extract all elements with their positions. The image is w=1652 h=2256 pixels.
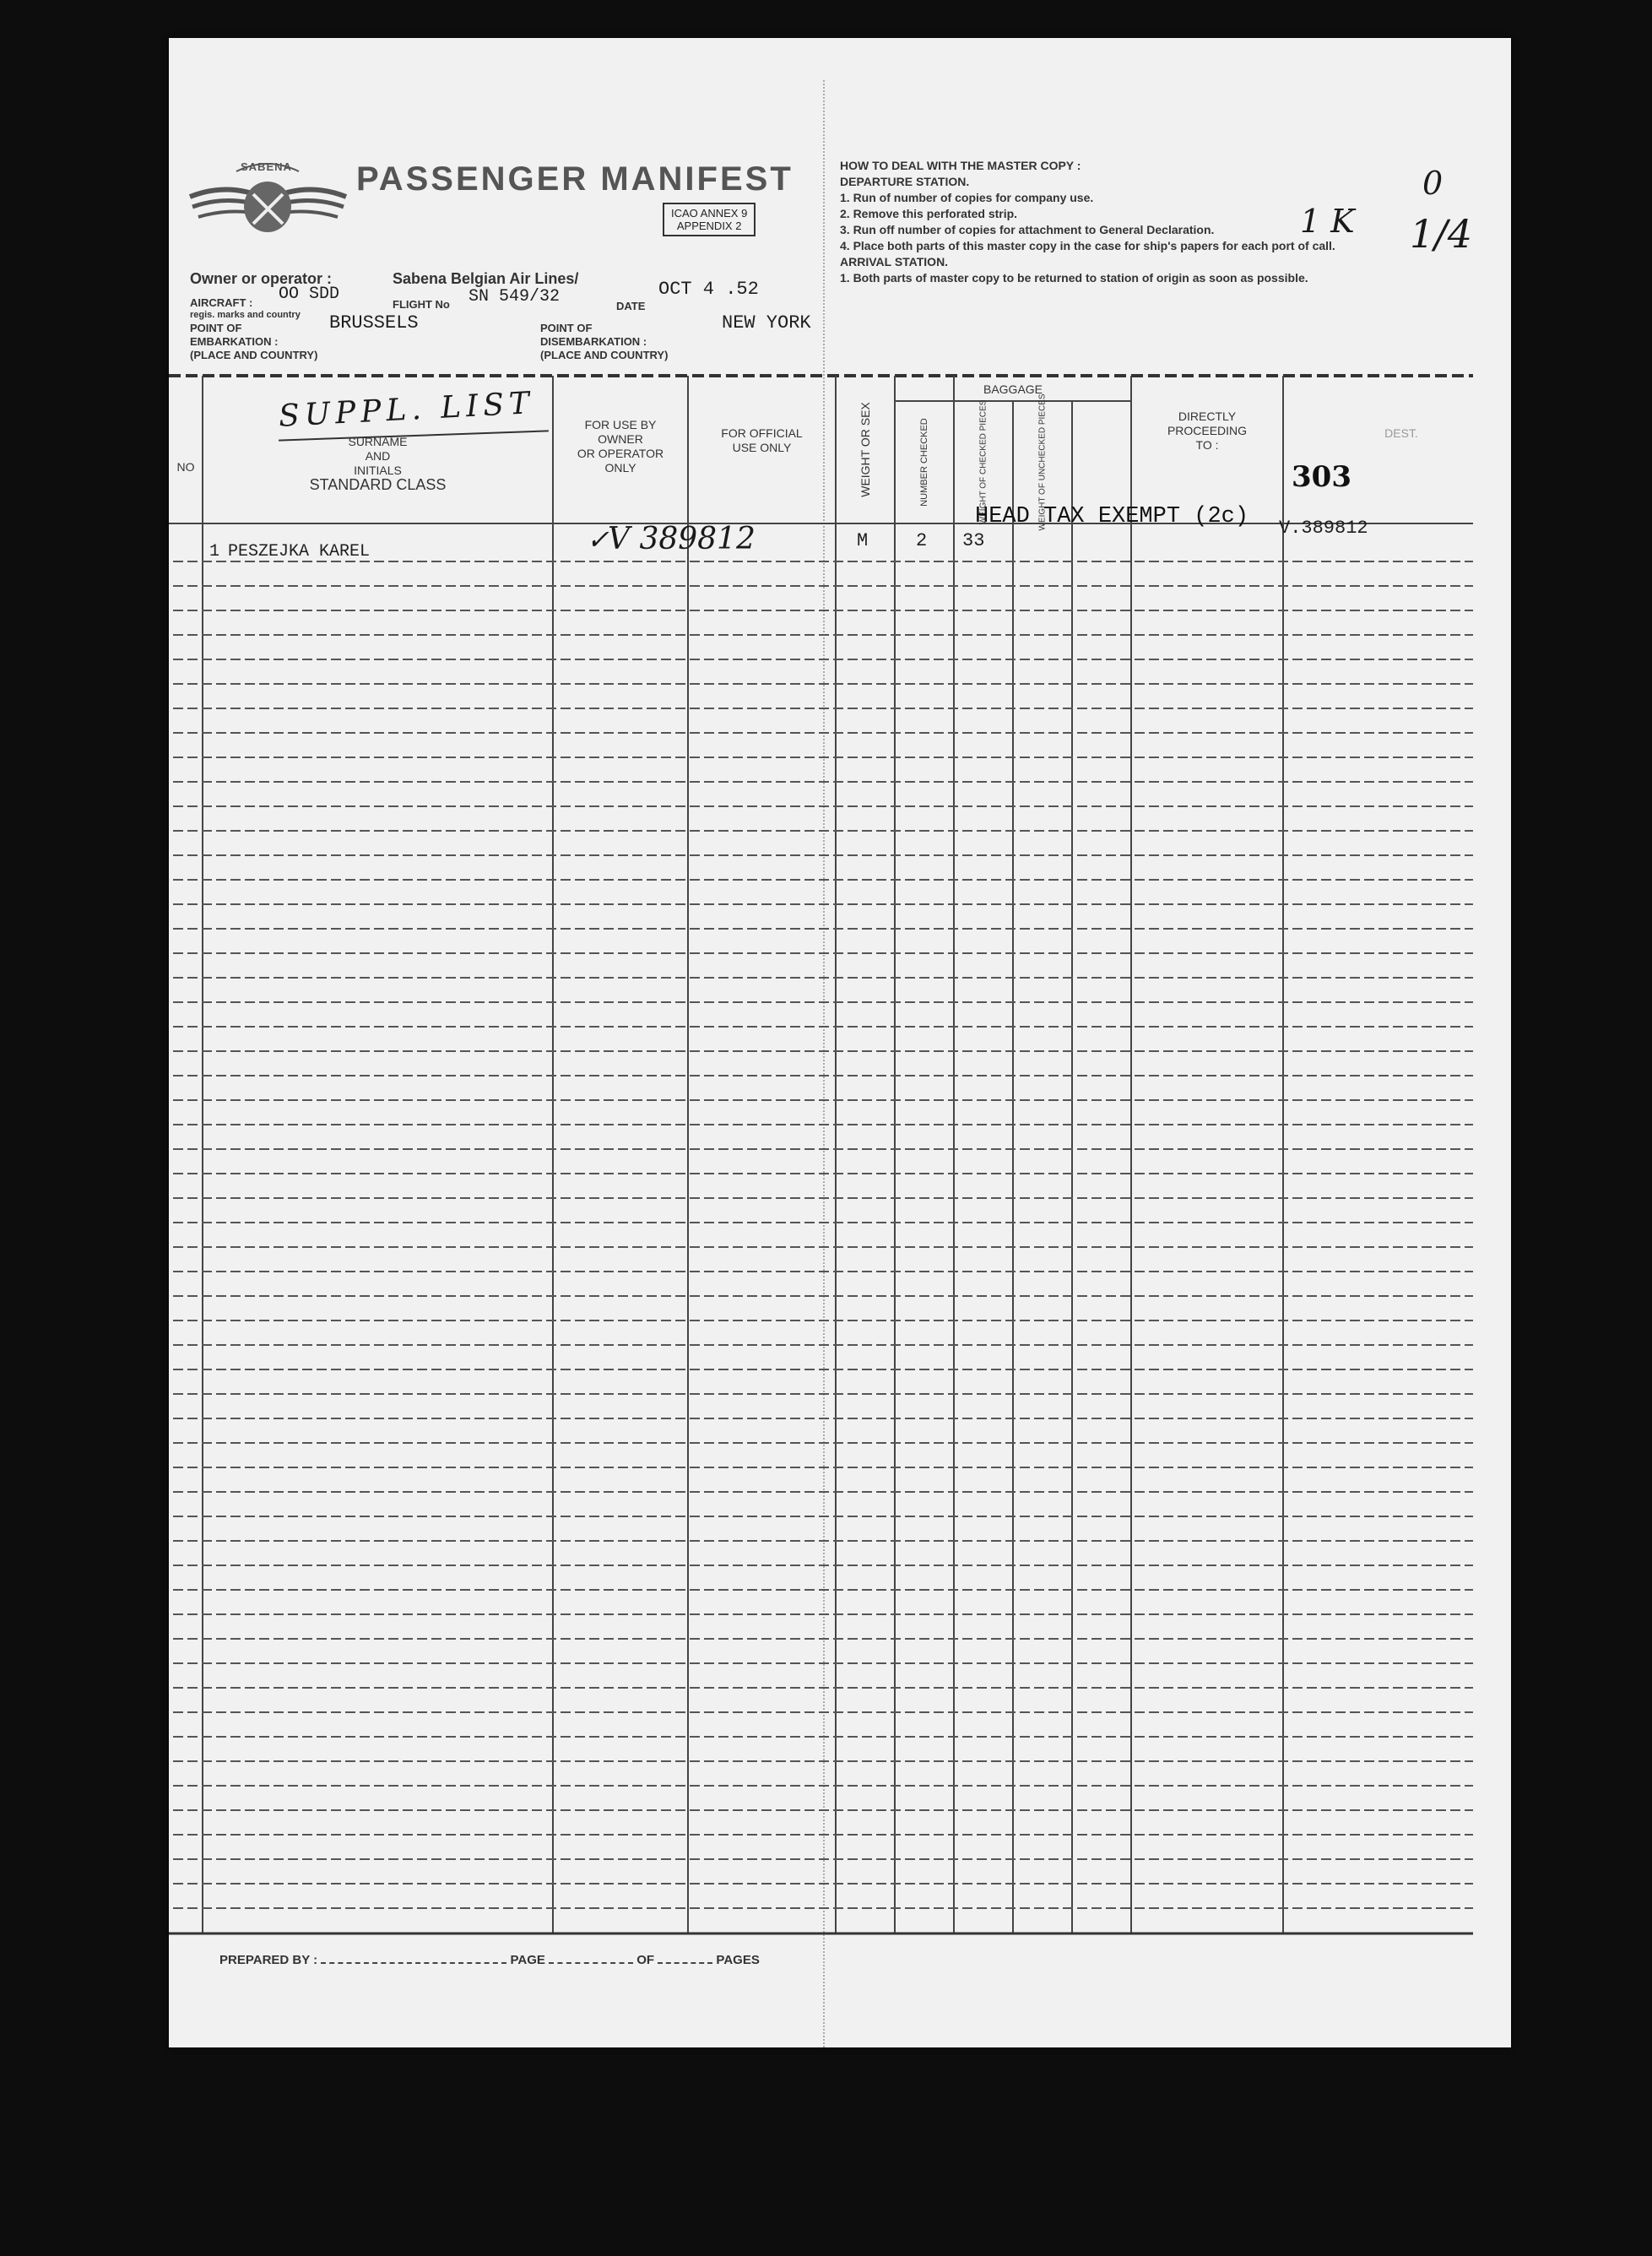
- header-line: OR OPERATOR: [577, 447, 664, 460]
- column-header-number-checked: [895, 401, 954, 523]
- column-header-official-use: [688, 426, 836, 455]
- column-header-directly-proceeding: [1131, 409, 1283, 453]
- baggage-pieces: 2: [916, 530, 928, 551]
- embark-label-2: EMBARKATION :: [190, 335, 279, 348]
- handwritten-mark: 1 K: [1300, 203, 1355, 240]
- instruction-item: 1. Run of number of copies for company use.: [840, 191, 1094, 204]
- aircraft-label: AIRCRAFT :: [190, 296, 253, 309]
- prepared-by-line: [321, 1962, 506, 1964]
- disembark-value: NEW YORK: [722, 312, 811, 334]
- header-line: FOR OFFICIAL: [721, 426, 803, 440]
- column-header-weight-sex: [836, 376, 895, 523]
- header-line: STANDARD CLASS: [309, 476, 447, 493]
- form-title: PASSENGER MANIFEST: [356, 160, 794, 198]
- header-line: WEIGHT OR SEX: [858, 402, 872, 497]
- header-line: INITIALS: [354, 464, 402, 477]
- annex-ref-line-1: ICAO ANNEX 9: [671, 207, 748, 220]
- head-tax-stamp: HEAD TAX EXEMPT (2c): [975, 504, 1249, 529]
- header-line: DIRECTLY: [1178, 409, 1237, 423]
- arrival-station-heading: ARRIVAL STATION.: [840, 255, 949, 268]
- aircraft-value: OO SDD: [279, 285, 340, 304]
- passenger-name: PESZEJKA KAREL: [228, 542, 371, 561]
- embark-label-3: (PLACE AND COUNTRY): [190, 349, 318, 361]
- manifest-sheet: [169, 38, 1511, 2047]
- header-line: USE ONLY: [732, 441, 792, 454]
- page-line: [549, 1962, 633, 1964]
- disembark-label-3: (PLACE AND COUNTRY): [540, 349, 669, 361]
- official-use-value: V 389812: [608, 522, 756, 556]
- annex-ref-line-2: APPENDIX 2: [676, 220, 742, 232]
- baggage-weight: 33: [962, 530, 985, 551]
- column-header-no: NO: [176, 460, 195, 474]
- flight-label: FLIGHT No: [393, 298, 450, 311]
- departure-station-heading: DEPARTURE STATION.: [840, 175, 970, 188]
- instruction-item: 3. Run off number of copies for attachment to General Declaration.: [840, 223, 1215, 236]
- handwritten-fraction: 1/4: [1410, 211, 1473, 257]
- logo-text: SABENA: [241, 160, 292, 173]
- pages-line: [658, 1962, 712, 1964]
- owner-use-check: ✓: [587, 523, 609, 556]
- header-line: FOR USE BY: [584, 418, 657, 431]
- header-line: WEIGHT OF CHECKED PIECES: [978, 399, 988, 525]
- footer: [219, 1953, 760, 1967]
- header-line: TO :: [1195, 438, 1219, 452]
- manifest-table-grid: [169, 38, 1511, 2047]
- header-line: WEIGHT OF UNCHECKED PIECES: [1037, 393, 1048, 531]
- header-line: ONLY: [604, 461, 636, 475]
- date-value: OCT 4 .52: [658, 279, 759, 300]
- column-header-name: [203, 435, 553, 492]
- aircraft-sublabel: regis. marks and country: [190, 310, 301, 320]
- embark-value: BRUSSELS: [329, 312, 419, 334]
- header-line: SURNAME: [348, 435, 408, 448]
- owner-label: Owner or operator :: [190, 270, 333, 287]
- row-number: 1: [209, 542, 220, 561]
- prepared-by-label: PREPARED BY :: [219, 1953, 318, 1967]
- date-label: DATE: [616, 300, 646, 312]
- owner-value: Sabena Belgian Air Lines/: [393, 270, 579, 287]
- stamp-number: 303: [1292, 460, 1351, 494]
- instruction-item: 2. Remove this perforated strip.: [840, 207, 1018, 220]
- header-line: OWNER: [598, 432, 643, 446]
- disembark-label-1: POINT OF: [540, 322, 593, 334]
- embark-label-1: POINT OF: [190, 322, 242, 334]
- column-header-owner-use: [553, 418, 688, 475]
- handwritten-zero: 0: [1422, 165, 1443, 202]
- column-header-baggage: BAGGAGE: [983, 382, 1043, 396]
- header-line: AND: [365, 449, 391, 463]
- of-label: OF: [636, 1953, 655, 1967]
- supplementary-list-note: SUPPL. LIST: [278, 386, 535, 434]
- pages-label: PAGES: [716, 1953, 760, 1967]
- passenger-sex: M: [857, 530, 869, 551]
- column-header-last: DEST.: [1384, 426, 1418, 440]
- instruction-item: 4. Place both parts of this master copy in the case for ship's papers for each port of call.: [840, 239, 1335, 252]
- disembark-label-2: DISEMBARKATION :: [540, 335, 647, 348]
- flight-value: SN 549/32: [469, 287, 561, 306]
- header-line: PROCEEDING: [1167, 424, 1248, 437]
- page-label: PAGE: [510, 1953, 545, 1967]
- last-column-value: V.389812: [1279, 518, 1368, 539]
- instructions-heading: HOW TO DEAL WITH THE MASTER COPY :: [840, 159, 1081, 172]
- instruction-item: 1. Both parts of master copy to be returned to station of origin as soon as possible.: [840, 271, 1308, 285]
- header-line: NUMBER CHECKED: [918, 418, 929, 507]
